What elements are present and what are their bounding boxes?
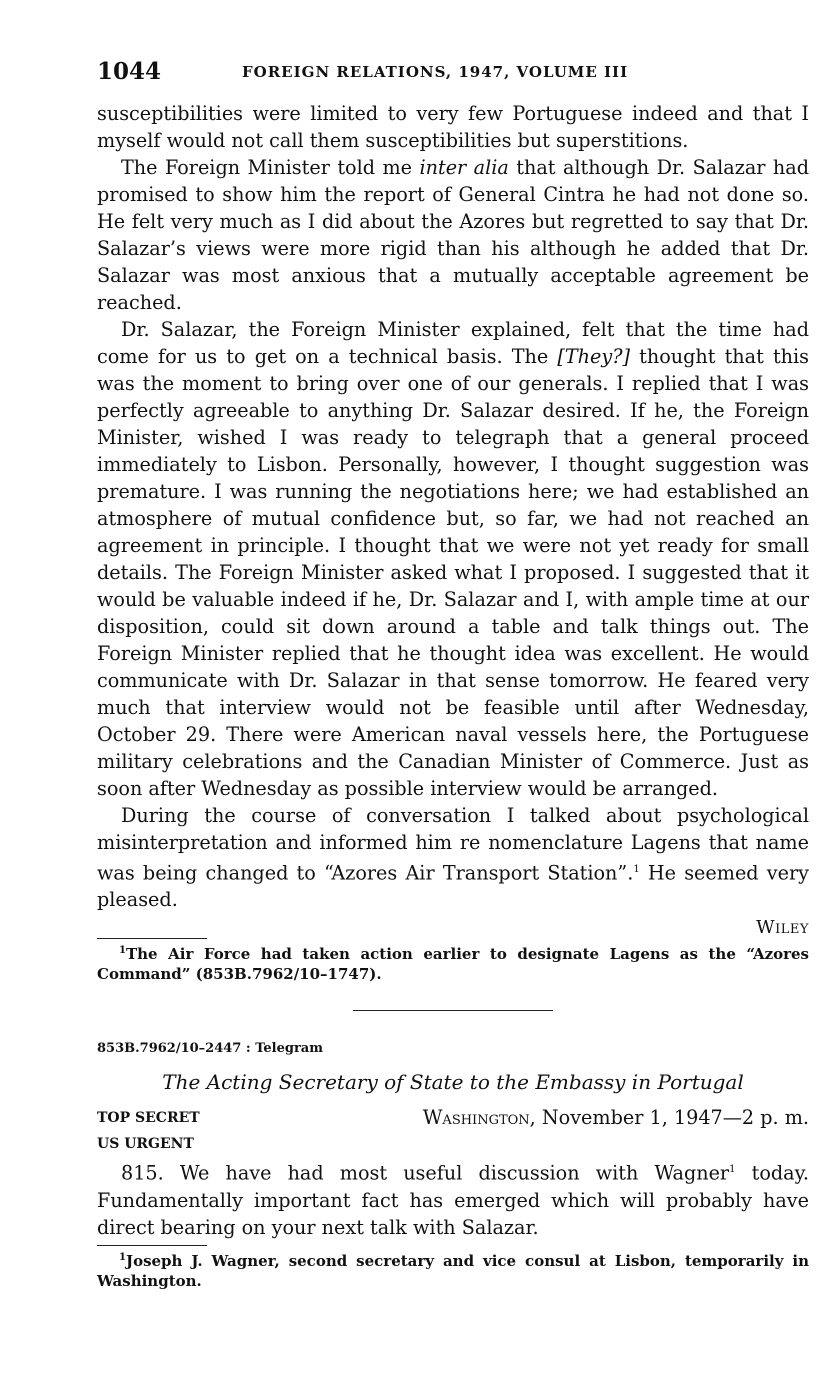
telegram-text: 815. We have had most useful discussion with Wagner$^1$ today. Fundamentally important fact has emerged which will probably have direct bearing on your next talk with Salazar. [97, 1161, 809, 1239]
paragraph-salazar: Dr. Salazar, the Foreign Minister explained, felt that the time had come for us to get on a technical basis. The [They?] thought that this was the moment to bring over one of our generals. I replied that I was perfectly agreeable to anything Dr. Salazar desired. If he, the Foreign Minister, wished I was ready to telegraph that a general proceed immediately to Lisbon. Personally, however, I thought suggestion was premature. I was running the negotiations here; we had established an atmosphere of mutual confidence but, so far, we had not reached an agreement in principle. I thought that we were not yet ready for small details. The Foreign Minister asked what I proposed. I suggested that it would be valuable indeed if he, Dr. Salazar and I, with ample time at our disposition, could sit down around a table and talk things out. The Foreign Minister replied that he thought idea was excellent. He would communicate with Dr. Salazar in that sense tomorrow. He feared very much that interview would not be feasible until after Wednesday, October 29. There were American naval vessels here, the Portuguese military celebrations and the Canadian Minister of Commerce. Just as soon after Wednesday as possible interview would be arranged. [97, 318, 809, 800]
paragraph-continued: susceptibilities were limited to very few Portuguese indeed and that I myself would not call them susceptibilities but superstitions. [97, 102, 809, 152]
paragraph-foreign-minister: The Foreign Minister told me inter alia that although Dr. Salazar had promised to show him the report of General Cintra he had not done so. He felt very much as I did about the Azores but regretted to say that Dr. Salazar’s views were more rigid than his although he added that Dr. Salazar was most anxious that a mutually acceptable agreement be reached. [97, 156, 810, 314]
document-title: The Acting Secretary of State to the Embassy in Portugal [162, 1070, 744, 1095]
dateline: Washington, November 1, 1947—2 p. m. [422, 1106, 809, 1130]
telegram-header [97, 1106, 809, 1136]
paragraph-conversation: During the course of conversation I talked about psychological misinterpretation and informed him re nomenclature Lagens that name was being changed to “Azores Air Transport Station”.$^1$ He seemed very pleased. [97, 804, 809, 912]
running-head [97, 58, 809, 86]
footnote-reference: 1 [729, 1164, 736, 1176]
latin-phrase: inter alia [419, 156, 509, 179]
footnote: $^1$The Air Force had taken action earlier to designate Lagens as the “Azores Command” (853B.7962/10–1747). [97, 945, 809, 984]
signature: Wiley [756, 917, 809, 939]
document-file-id: 853B.7962/10–2447 : Telegram [97, 1041, 323, 1057]
section-separator [353, 1010, 553, 1011]
page-body [97, 100, 809, 1291]
running-head-title: FOREIGN RELATIONS, 1947, VOLUME III [242, 63, 629, 81]
footnote-divider [97, 1245, 207, 1246]
footnote-divider [97, 938, 207, 939]
classification: TOP SECRET [97, 1110, 200, 1127]
precedence: US URGENT [97, 1136, 194, 1153]
footnote: $^1$Joseph J. Wagner, second secretary and vice consul at Lisbon, temporarily in Washington. [97, 1251, 809, 1290]
page-number: 1044 [97, 58, 162, 85]
footnote-reference: 1 [633, 864, 640, 875]
editorial-bracket: [They?] [557, 345, 630, 368]
